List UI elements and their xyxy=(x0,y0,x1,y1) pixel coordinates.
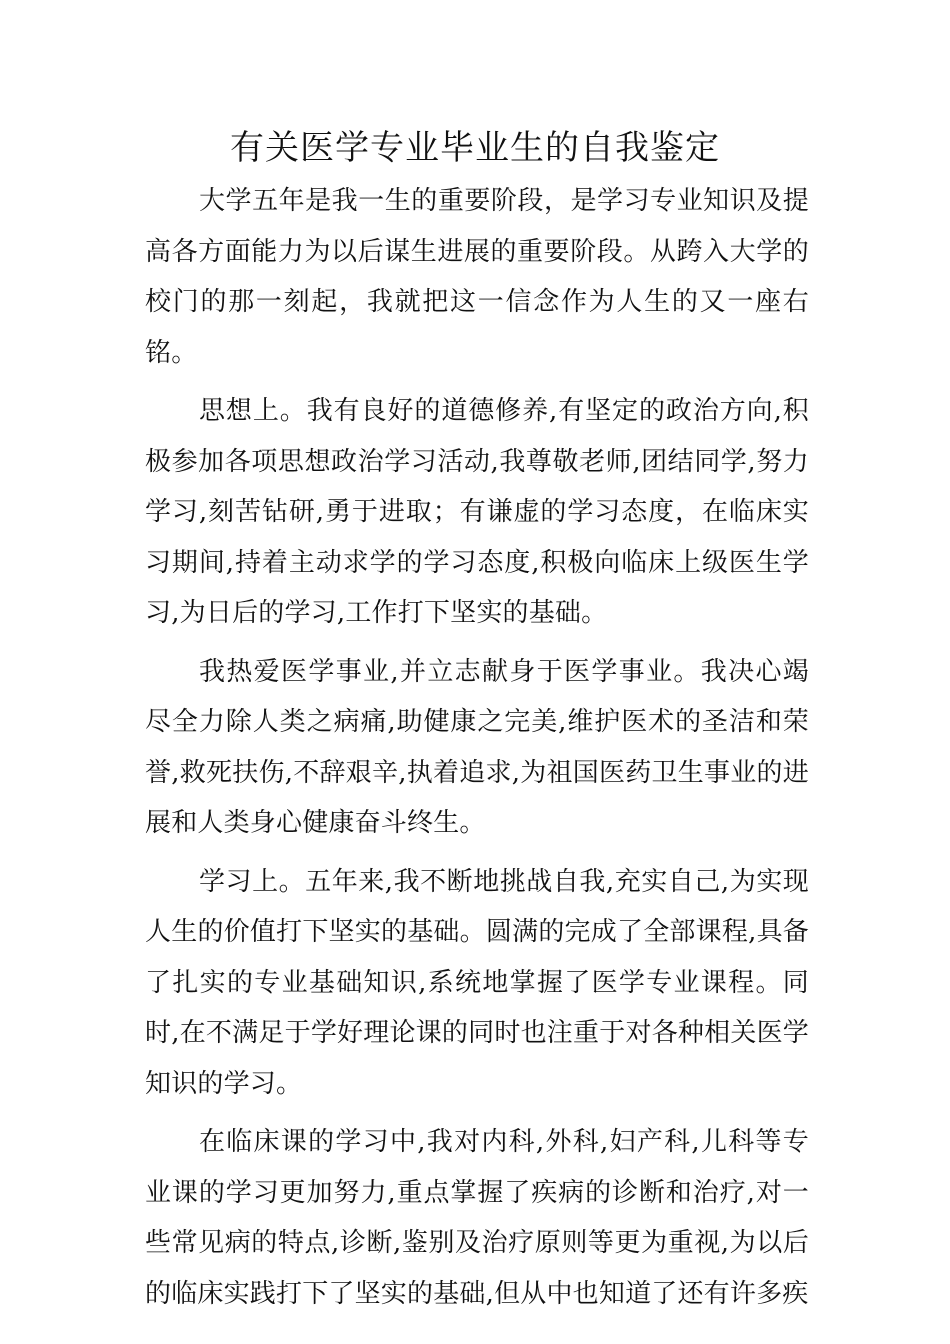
paragraph-study: 学习上。五年来,我不断地挑战自我,充实自己,为实现人生的价值打下坚实的基础。圆满的完成了全部课程,具备了扎实的专业基础知识,系统地掌握了医学专业课程。同时,在不满足于学好理论课的同时也注重于对各种相关医学知识的学习。 xyxy=(145,866,809,1099)
document-title: 有关医学专业毕业生的自我鉴定 xyxy=(230,128,720,168)
paragraph-career: 我热爱医学事业,并立志献身于医学事业。我决心竭尽全力除人类之病痛,助健康之完美,维护医术的圣洁和荣誉,救死扶伤,不辞艰辛,执着追求,为祖国医药卫生事业的进展和人类身心健康奋斗终生。 xyxy=(145,656,809,838)
paragraph-ideology: 思想上。我有良好的道德修养,有坚定的政治方向,积极参加各项思想政治学习活动,我尊敬老师,团结同学,努力学习,刻苦钻研,勇于进取；有谦虚的学习态度，在临床实习期间,持着主动求学的学习态度,积极向临床上级医生学习,为日后的学习,工作打下坚实的基础。 xyxy=(145,396,809,628)
document-body xyxy=(145,176,809,1327)
paragraph-intro: 大学五年是我一生的重要阶段，是学习专业知识及提高各方面能力为以后谋生进展的重要阶段。从跨入大学的校门的那一刻起，我就把这一信念作为人生的又一座右铭。 xyxy=(145,186,809,368)
paragraph-clinical: 在临床课的学习中,我对内科,外科,妇产科,儿科等专业课的学习更加努力,重点掌握了疾病的诊断和治疗,对一些常见病的特点,诊断,鉴别及治疗原则等更为重视,为以后的临床实践打下了坚实的基础,但从中也知道了还有许多疾 xyxy=(145,1127,809,1309)
